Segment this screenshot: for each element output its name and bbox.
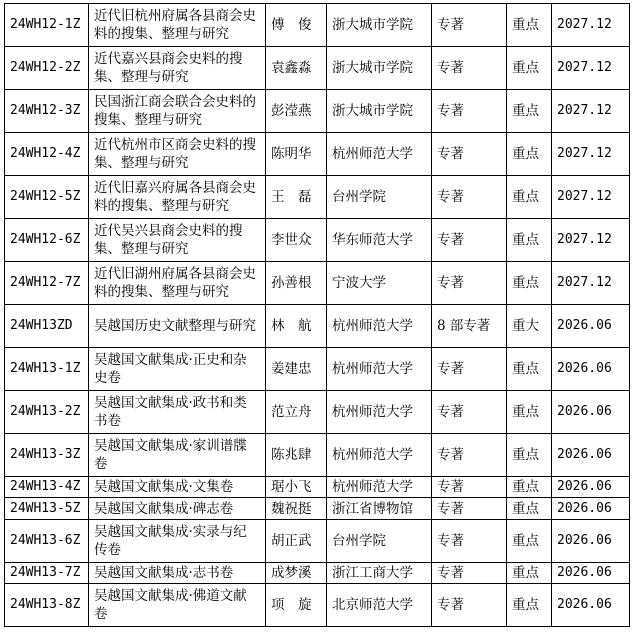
table-row: [5, 4, 630, 47]
project-output-type: 专著: [432, 434, 507, 477]
project-title: 吴越国历史文献整理与研究: [89, 305, 266, 348]
project-institution: 宁波大学: [327, 262, 432, 305]
project-title: 吴越国文献集成·家训谱牒卷: [89, 434, 266, 477]
project-leader: 陈明华: [266, 133, 327, 176]
project-code: 24WH12-1Z: [5, 4, 89, 47]
project-output-type: 专著: [432, 520, 507, 563]
project-institution: 浙江工商大学: [327, 563, 432, 584]
table-row: [5, 584, 630, 627]
project-institution: 杭州师范大学: [327, 477, 432, 498]
project-code: 24WH13-7Z: [5, 563, 89, 584]
project-code: 24WH13-6Z: [5, 520, 89, 563]
table-row: [5, 305, 630, 348]
project-leader: 胡正武: [266, 520, 327, 563]
project-title: 近代吴兴县商会史料的搜集、整理与研究: [89, 219, 266, 262]
project-leader: 陈兆肆: [266, 434, 327, 477]
project-level: 重点: [507, 498, 552, 520]
project-level: 重点: [507, 348, 552, 391]
project-institution: 杭州师范大学: [327, 391, 432, 434]
project-title: 近代旧湖州府属各县商会史料的搜集、整理与研究: [89, 262, 266, 305]
project-level: 重点: [507, 391, 552, 434]
project-level: 重点: [507, 219, 552, 262]
project-level: 重点: [507, 47, 552, 90]
table-row: [5, 348, 630, 391]
project-completion-date: 2027.12: [552, 4, 630, 47]
project-completion-date: 2027.12: [552, 47, 630, 90]
project-completion-date: 2027.12: [552, 133, 630, 176]
project-output-type: 专著: [432, 133, 507, 176]
project-code: 24WH12-7Z: [5, 262, 89, 305]
project-code: 24WH13-4Z: [5, 477, 89, 498]
table-row: [5, 262, 630, 305]
project-title: 近代旧嘉兴府属各县商会史料的搜集、整理与研究: [89, 176, 266, 219]
project-completion-date: 2026.06: [552, 563, 630, 584]
project-code: 24WH13-2Z: [5, 391, 89, 434]
project-completion-date: 2026.06: [552, 584, 630, 627]
project-output-type: 专著: [432, 477, 507, 498]
project-code: 24WH12-4Z: [5, 133, 89, 176]
project-title: 吴越国文献集成·志书卷: [89, 563, 266, 584]
table-row: [5, 90, 630, 133]
project-institution: 杭州师范大学: [327, 133, 432, 176]
project-title: 吴越国文献集成·文集卷: [89, 477, 266, 498]
table-row: [5, 176, 630, 219]
project-level: 重点: [507, 584, 552, 627]
project-leader: 王 磊: [266, 176, 327, 219]
project-output-type: 专著: [432, 90, 507, 133]
project-leader: 林 航: [266, 305, 327, 348]
project-title: 吴越国文献集成·政书和类书卷: [89, 391, 266, 434]
project-code: 24WH13-1Z: [5, 348, 89, 391]
project-code: 24WH13-5Z: [5, 498, 89, 520]
project-level: 重点: [507, 563, 552, 584]
project-output-type: 专著: [432, 4, 507, 47]
project-leader: 姜建忠: [266, 348, 327, 391]
project-completion-date: 2026.06: [552, 305, 630, 348]
project-code: 24WH13ZD: [5, 305, 89, 348]
project-institution: 华东师范大学: [327, 219, 432, 262]
project-level: 重大: [507, 305, 552, 348]
project-output-type: 专著: [432, 498, 507, 520]
project-level: 重点: [507, 133, 552, 176]
project-completion-date: 2027.12: [552, 262, 630, 305]
project-title: 民国浙江商会联合会史料的搜集、整理与研究: [89, 90, 266, 133]
project-institution: 浙大城市学院: [327, 90, 432, 133]
project-leader: 孙善根: [266, 262, 327, 305]
project-leader: 袁鑫淼: [266, 47, 327, 90]
project-title: 近代嘉兴县商会史料的搜集、整理与研究: [89, 47, 266, 90]
project-level: 重点: [507, 434, 552, 477]
project-institution: 台州学院: [327, 176, 432, 219]
project-title: 近代旧杭州府属各县商会史料的搜集、整理与研究: [89, 4, 266, 47]
project-output-type: 专著: [432, 219, 507, 262]
project-completion-date: 2026.06: [552, 520, 630, 563]
project-output-type: 专著: [432, 262, 507, 305]
project-code: 24WH12-6Z: [5, 219, 89, 262]
project-output-type: 专著: [432, 47, 507, 90]
project-level: 重点: [507, 4, 552, 47]
project-table: [4, 3, 630, 627]
project-code: 24WH13-8Z: [5, 584, 89, 627]
table-row: [5, 391, 630, 434]
project-completion-date: 2026.06: [552, 348, 630, 391]
project-code: 24WH12-3Z: [5, 90, 89, 133]
project-title: 近代杭州市区商会史料的搜集、整理与研究: [89, 133, 266, 176]
project-institution: 杭州师范大学: [327, 348, 432, 391]
project-title: 吴越国文献集成·正史和杂史卷: [89, 348, 266, 391]
project-output-type: 专著: [432, 391, 507, 434]
table-row: [5, 47, 630, 90]
project-leader: 范立舟: [266, 391, 327, 434]
project-code: 24WH12-2Z: [5, 47, 89, 90]
project-level: 重点: [507, 520, 552, 563]
table-row: [5, 498, 630, 520]
project-completion-date: 2026.06: [552, 434, 630, 477]
project-level: 重点: [507, 477, 552, 498]
project-code: 24WH12-5Z: [5, 176, 89, 219]
table-row: [5, 563, 630, 584]
project-leader: 傅 俊: [266, 4, 327, 47]
project-level: 重点: [507, 176, 552, 219]
project-completion-date: 2026.06: [552, 391, 630, 434]
project-output-type: 专著: [432, 348, 507, 391]
project-leader: 彭滢燕: [266, 90, 327, 133]
project-leader: 魏祝挺: [266, 498, 327, 520]
project-institution: 浙江省博物馆: [327, 498, 432, 520]
project-completion-date: 2026.06: [552, 477, 630, 498]
project-leader: 项 旋: [266, 584, 327, 627]
project-institution: 杭州师范大学: [327, 434, 432, 477]
table-row: [5, 133, 630, 176]
project-level: 重点: [507, 262, 552, 305]
project-output-type: 专著: [432, 584, 507, 627]
table-row: [5, 477, 630, 498]
project-leader: 李世众: [266, 219, 327, 262]
project-title: 吴越国文献集成·碑志卷: [89, 498, 266, 520]
project-completion-date: 2027.12: [552, 176, 630, 219]
project-title: 吴越国文献集成·实录与纪传卷: [89, 520, 266, 563]
project-leader: 成梦溪: [266, 563, 327, 584]
project-output-type: 专著: [432, 563, 507, 584]
project-institution: 杭州师范大学: [327, 305, 432, 348]
project-completion-date: 2027.12: [552, 219, 630, 262]
project-completion-date: 2026.06: [552, 498, 630, 520]
table-row: [5, 520, 630, 563]
project-level: 重点: [507, 90, 552, 133]
project-code: 24WH13-3Z: [5, 434, 89, 477]
project-institution: 浙大城市学院: [327, 47, 432, 90]
project-completion-date: 2027.12: [552, 90, 630, 133]
table-row: [5, 219, 630, 262]
project-table-body: [5, 4, 630, 627]
project-output-type: 专著: [432, 176, 507, 219]
project-institution: 台州学院: [327, 520, 432, 563]
table-row: [5, 434, 630, 477]
project-institution: 浙大城市学院: [327, 4, 432, 47]
project-title: 吴越国文献集成·佛道文献卷: [89, 584, 266, 627]
project-institution: 北京师范大学: [327, 584, 432, 627]
project-leader: 琚小飞: [266, 477, 327, 498]
project-output-type: 8 部专著: [432, 305, 507, 348]
